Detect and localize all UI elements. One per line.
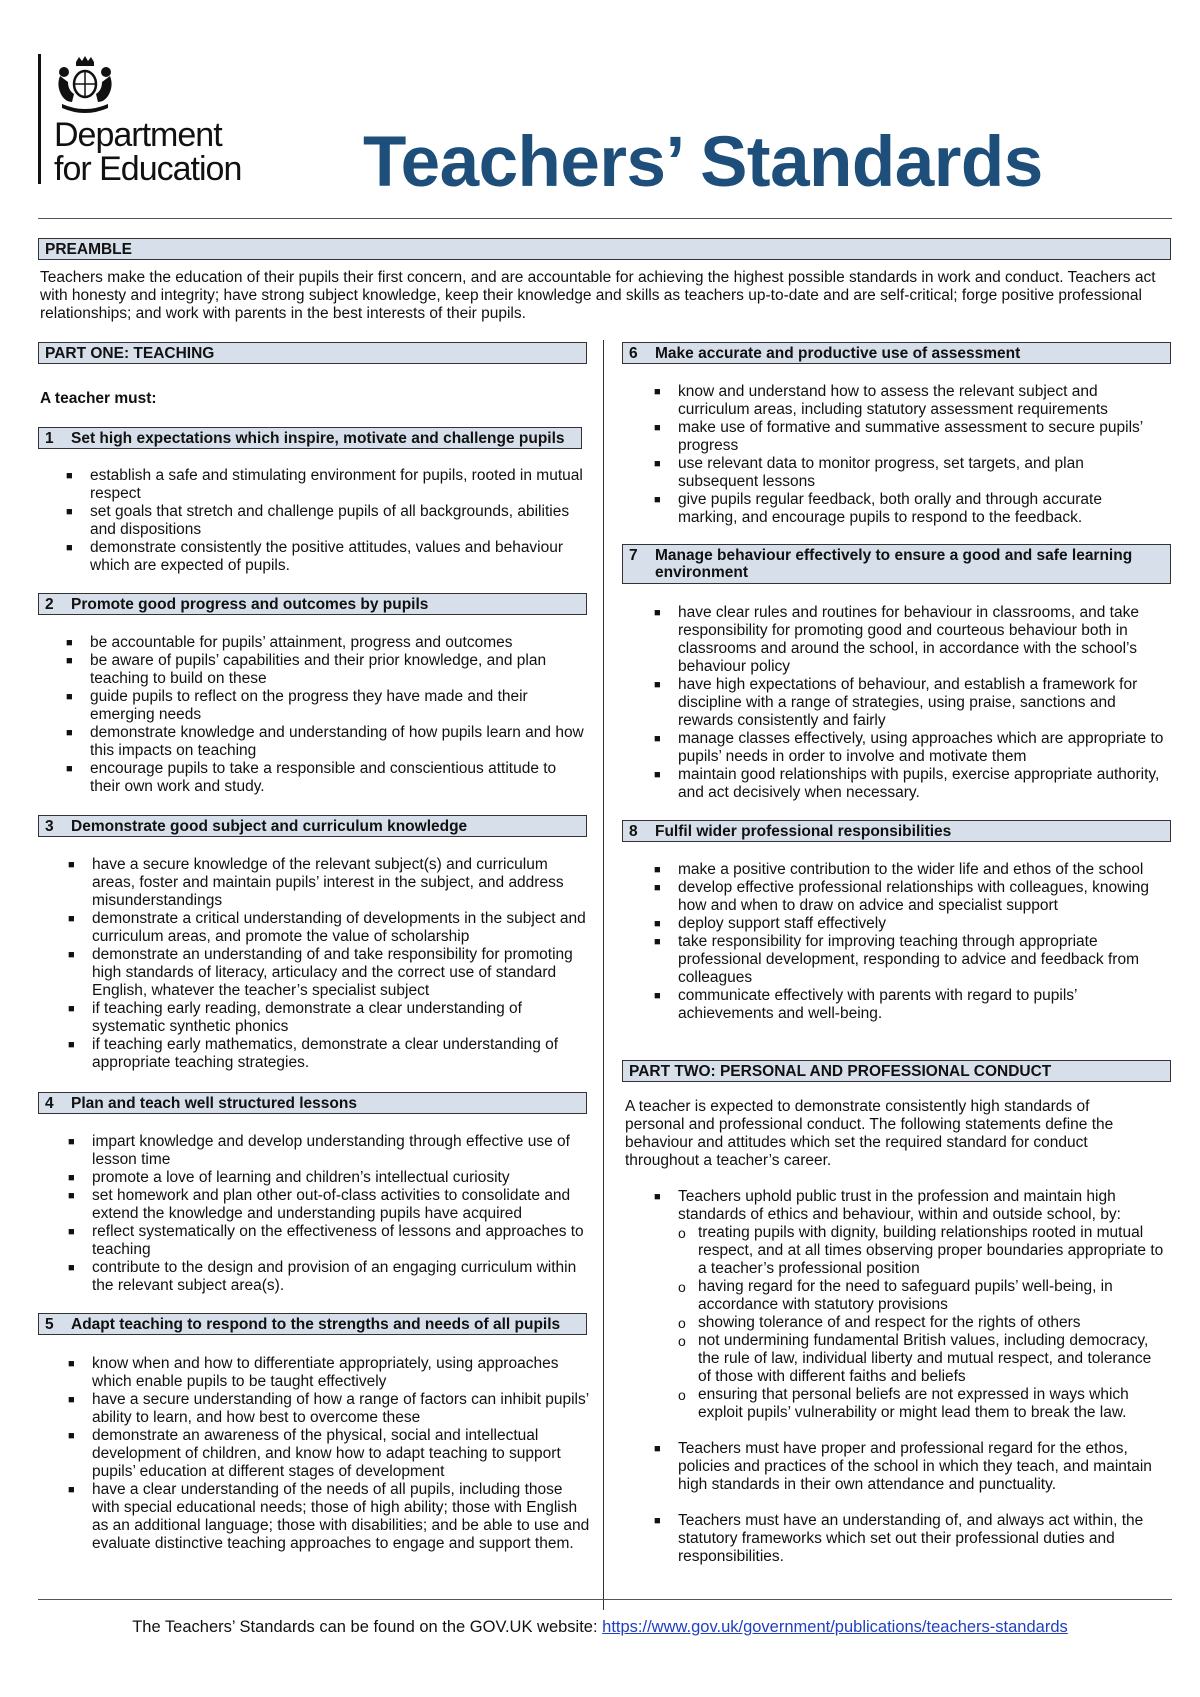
footer: [0, 1618, 1200, 1637]
standard-7-heading: [622, 544, 1171, 584]
standard-6-heading: [622, 342, 1171, 364]
standard-6-title: Make accurate and productive use of assessment: [655, 345, 1021, 362]
square-bullet-icon: ■: [68, 1358, 75, 1370]
square-bullet-icon: ■: [654, 733, 661, 745]
list-item: ■ have a secure knowledge of the relevant subject(s) and curriculum areas, foster and maintain pupils’ interest in the subject, and address misunderstandings: [68, 856, 564, 909]
square-bullet-icon: ■: [654, 679, 661, 691]
square-bullet-icon: ■: [68, 949, 75, 961]
square-bullet-icon: ■: [66, 727, 73, 739]
standard-5-number: 5: [45, 1316, 54, 1333]
list-item: ■ set goals that stretch and challenge pupils of all backgrounds, abilities and dispositions: [66, 503, 570, 538]
hollow-circle-icon: o: [678, 1279, 686, 1295]
hollow-circle-icon: o: [678, 1315, 686, 1331]
standard-3-title: Demonstrate good subject and curriculum knowledge: [71, 818, 468, 835]
square-bullet-icon: ■: [654, 386, 661, 398]
standard-4-list: [68, 1133, 590, 1295]
square-bullet-icon: ■: [654, 494, 661, 506]
list-item: ■ reflect systematically on the effectiveness of lessons and approaches to teaching: [68, 1223, 584, 1258]
list-item: ■ demonstrate knowledge and understanding of how pupils learn and how this impacts on teaching: [66, 724, 584, 759]
logo-text-department: Department: [54, 116, 222, 154]
square-bullet-icon: ■: [66, 655, 73, 667]
list-item: ■ take responsibility for improving teaching through appropriate professional development, responding to advice and feedback from colleagues: [654, 933, 1139, 986]
list-item: ■ demonstrate consistently the positive attitudes, values and behaviour which are expected of pupils.: [66, 539, 564, 574]
standard-3-list: [68, 856, 588, 1072]
list-item: ■ be accountable for pupils’ attainment, progress and outcomes: [66, 634, 513, 651]
sub-list-item: o ensuring that personal beliefs are not expressed in ways which exploit pupils’ vulnerability or might lead them to break the law.: [678, 1386, 1129, 1421]
document-title: Teachers’ Standards: [363, 123, 1043, 202]
list-item: ■ Teachers must have an understanding of, and always act within, the statutory frameworks which set out their professional duties and responsibilities.: [654, 1512, 1144, 1565]
standard-2-title: Promote good progress and outcomes by pupils: [71, 596, 429, 613]
square-bullet-icon: ■: [68, 1226, 75, 1238]
standard-4-number: 4: [45, 1095, 54, 1112]
list-item: ■ establish a safe and stimulating environment for pupils, rooted in mutual respect: [66, 467, 583, 502]
square-bullet-icon: ■: [654, 1515, 661, 1527]
list-item: ■ demonstrate an understanding of and take responsibility for promoting high standards of literacy, articulacy and the correct use of standard English, whatever the teacher’s specialist subject: [68, 946, 573, 999]
square-bullet-icon: ■: [68, 1262, 75, 1274]
list-item: ■ make use of formative and summative assessment to secure pupils’ progress: [654, 419, 1143, 454]
list-item: ■ be aware of pupils’ capabilities and their prior knowledge, and plan teaching to build on these: [66, 652, 547, 687]
list-item: ■ guide pupils to reflect on the progress they have made and their emerging needs: [66, 688, 528, 723]
standard-1-list: [66, 467, 586, 575]
preamble-heading: PREAMBLE: [38, 238, 1171, 260]
list-item: ■ contribute to the design and provision of an engaging curriculum within the relevant subject area(s).: [68, 1259, 577, 1294]
logo-text-for-education: for Education: [54, 150, 242, 188]
square-bullet-icon: ■: [66, 763, 73, 775]
list-item: ■ know when and how to differentiate appropriately, using approaches which enable pupils to be taught effectively: [68, 1355, 559, 1390]
standard-8-heading: [622, 820, 1171, 842]
standard-3-number: 3: [45, 818, 54, 835]
standard-1-heading: [38, 427, 582, 449]
part-two-intro: A teacher is expected to demonstrate consistently high standards of personal and professional conduct. The following statements define the behaviour and attitudes which set the required standard for conduct throughout a teacher’s career.: [625, 1098, 1114, 1169]
square-bullet-icon: ■: [68, 913, 75, 925]
page-header: [38, 54, 1172, 219]
square-bullet-icon: ■: [68, 1003, 75, 1015]
list-item: ■ set homework and plan other out-of-class activities to consolidate and extend the knowledge and understanding pupils have acquired: [68, 1187, 571, 1222]
part-one-intro: A teacher must:: [40, 390, 157, 407]
square-bullet-icon: ■: [654, 864, 661, 876]
list-item: ■ have a clear understanding of the needs of all pupils, including those with special educational needs; those of high ability; those with English as an additional language; those with disabilities; and be able to use and evaluate distinctive teaching approaches to engage and support them.: [68, 1481, 590, 1552]
standard-6-number: 6: [629, 345, 638, 362]
hollow-circle-icon: o: [678, 1333, 686, 1349]
square-bullet-icon: ■: [654, 990, 661, 1002]
list-item: ■ if teaching early reading, demonstrate a clear understanding of systematic synthetic phonics: [68, 1000, 522, 1035]
list-item: ■ impart knowledge and develop understanding through effective use of lesson time: [68, 1133, 570, 1168]
list-item: ■ know and understand how to assess the relevant subject and curriculum areas, including statutory assessment requirements: [654, 383, 1108, 418]
square-bullet-icon: ■: [68, 1430, 75, 1442]
list-item: ■ promote a love of learning and children’s intellectual curiosity: [68, 1169, 510, 1186]
standard-8-number: 8: [629, 823, 638, 840]
square-bullet-icon: ■: [68, 859, 75, 871]
square-bullet-icon: ■: [68, 1190, 75, 1202]
square-bullet-icon: ■: [654, 607, 661, 619]
conduct-sub-list: [678, 1224, 1166, 1422]
standard-2-number: 2: [45, 596, 54, 613]
list-item: ■ manage classes effectively, using approaches which are appropriate to pupils’ needs in order to involve and motivate them: [654, 730, 1164, 765]
footer-text: The Teachers’ Standards can be found on the GOV.UK website:: [132, 1618, 598, 1636]
standard-5-heading: [38, 1313, 587, 1335]
standard-2-heading: [38, 593, 587, 615]
column-divider: [603, 340, 604, 1610]
part-two-heading: PART TWO: PERSONAL AND PROFESSIONAL CONDUCT: [622, 1060, 1171, 1082]
list-item: ■ demonstrate a critical understanding of developments in the subject and curriculum areas, and promote the value of scholarship: [68, 910, 586, 945]
square-bullet-icon: ■: [654, 422, 661, 434]
dfe-logo: [38, 54, 268, 189]
square-bullet-icon: ■: [654, 458, 661, 470]
square-bullet-icon: ■: [68, 1136, 75, 1148]
list-item: ■ develop effective professional relationships with colleagues, knowing how and when to draw on advice and specialist support: [654, 879, 1150, 914]
list-item: ■ have high expectations of behaviour, and establish a framework for discipline with a range of strategies, using praise, sanctions and rewards consistently and fairly: [654, 676, 1138, 729]
list-item: ■ deploy support staff effectively: [654, 915, 886, 932]
square-bullet-icon: ■: [654, 769, 661, 781]
square-bullet-icon: ■: [68, 1484, 75, 1496]
list-item: ■ maintain good relationships with pupils, exercise appropriate authority, and act decisively when necessary.: [654, 766, 1160, 801]
standards-link[interactable]: https://www.gov.uk/government/publications/teachers-standards: [602, 1618, 1068, 1636]
list-item: ■ make a positive contribution to the wider life and ethos of the school: [654, 861, 1144, 878]
list-item: ■ have a secure understanding of how a range of factors can inhibit pupils’ ability to learn, and how best to overcome these: [68, 1391, 589, 1426]
square-bullet-icon: ■: [654, 918, 661, 930]
square-bullet-icon: ■: [654, 1443, 661, 1455]
standard-7-number: 7: [629, 547, 638, 564]
square-bullet-icon: ■: [66, 506, 73, 518]
list-item: ■ communicate effectively with parents with regard to pupils’ achievements and well-being.: [654, 987, 1077, 1022]
standard-4-heading: [38, 1092, 587, 1114]
square-bullet-icon: ■: [68, 1172, 75, 1184]
square-bullet-icon: ■: [66, 637, 73, 649]
square-bullet-icon: ■: [654, 1191, 661, 1203]
sub-list-item: o showing tolerance of and respect for the rights of others: [678, 1314, 1081, 1331]
logo-bar: [38, 54, 41, 184]
square-bullet-icon: ■: [66, 542, 73, 554]
square-bullet-icon: ■: [68, 1039, 75, 1051]
standard-7-list: [654, 604, 1166, 802]
hollow-circle-icon: o: [678, 1225, 686, 1241]
list-item: ■ encourage pupils to take a responsible and conscientious attitude to their own work and study.: [66, 760, 557, 795]
footer-rule: [38, 1599, 1172, 1600]
standard-7-title: Manage behaviour effectively to ensure a good and safe learning environment: [655, 547, 1133, 581]
standard-1-title: Set high expectations which inspire, motivate and challenge pupils: [71, 430, 565, 447]
list-item: ■ demonstrate an awareness of the physical, social and intellectual development of children, and know how to adapt teaching to support pupils’ education at different stages of development: [68, 1427, 561, 1480]
list-item: ■ give pupils regular feedback, both orally and through accurate marking, and encourage pupils to respond to the feedback.: [654, 491, 1102, 526]
standard-1-number: 1: [45, 430, 54, 447]
square-bullet-icon: ■: [654, 936, 661, 948]
sub-list-item: o treating pupils with dignity, building relationships rooted in mutual respect, and at all times observing proper boundaries appropriate to a teacher’s professional position: [678, 1224, 1164, 1277]
list-item: ■ have clear rules and routines for behaviour in classrooms, and take responsibility for promoting good and courteous behaviour both in classrooms and around the school, in accordance with the school’s behaviour policy: [654, 604, 1139, 675]
standard-4-title: Plan and teach well structured lessons: [71, 1095, 357, 1112]
list-item: ■ Teachers must have proper and professional regard for the ethos, policies and practices of the school in which they teach, and maintain high standards in their own attendance and punctuality.: [654, 1440, 1152, 1493]
list-item: ■ Teachers uphold public trust in the profession and maintain high standards of ethics and behaviour, within and outside school, by: o treating pupils with dignity, building relationships rooted in mutual respect, and at all times observing proper boundaries appropriate to a teacher’s professional position o having regard for the need to safeguard pupils’ well-being, in accordance with statutory provisions o showing tolerance of and respect for the rights of others o not undermining fundamental British values, including democracy, the rule of law, individual liberty and mutual respect, and tolerance of those with different faiths and beliefs o ensuring that personal beliefs are not expressed in ways which exploit pupils’ vulnerability or might lead them to break the law.: [654, 1188, 1166, 1422]
standard-8-list: [654, 861, 1166, 1023]
standard-6-list: [654, 383, 1164, 527]
hollow-circle-icon: o: [678, 1387, 686, 1403]
standard-8-title: Fulfil wider professional responsibilities: [655, 823, 952, 840]
part-one-heading: PART ONE: TEACHING: [38, 342, 587, 364]
part-two-list: [654, 1188, 1166, 1566]
standard-2-list: [66, 634, 586, 796]
sub-list-item: o not undermining fundamental British values, including democracy, the rule of law, individual liberty and mutual respect, and tolerance of those with different faiths and beliefs: [678, 1332, 1152, 1385]
square-bullet-icon: ■: [68, 1394, 75, 1406]
square-bullet-icon: ■: [654, 882, 661, 894]
preamble-text: Teachers make the education of their pupils their first concern, and are accountable for achieving the highest possible standards in work and conduct. Teachers act with honesty and integrity; have strong subject knowledge, keep their knowledge and skills as teachers up-to-date and are self-critical; forge positive professional relationships; and work with parents in the best interests of their pupils.: [40, 269, 1156, 322]
royal-crest-icon: [54, 56, 116, 114]
square-bullet-icon: ■: [66, 470, 73, 482]
standard-5-list: [68, 1355, 590, 1553]
header-rule: [38, 218, 1172, 219]
standard-5-title: Adapt teaching to respond to the strengths and needs of all pupils: [71, 1316, 561, 1333]
sub-list-item: o having regard for the need to safeguard pupils’ well-being, in accordance with statutory provisions: [678, 1278, 1113, 1313]
square-bullet-icon: ■: [66, 691, 73, 703]
list-item: ■ use relevant data to monitor progress, set targets, and plan subsequent lessons: [654, 455, 1084, 490]
list-item: ■ if teaching early mathematics, demonstrate a clear understanding of appropriate teaching strategies.: [68, 1036, 559, 1071]
standard-3-heading: [38, 815, 587, 837]
